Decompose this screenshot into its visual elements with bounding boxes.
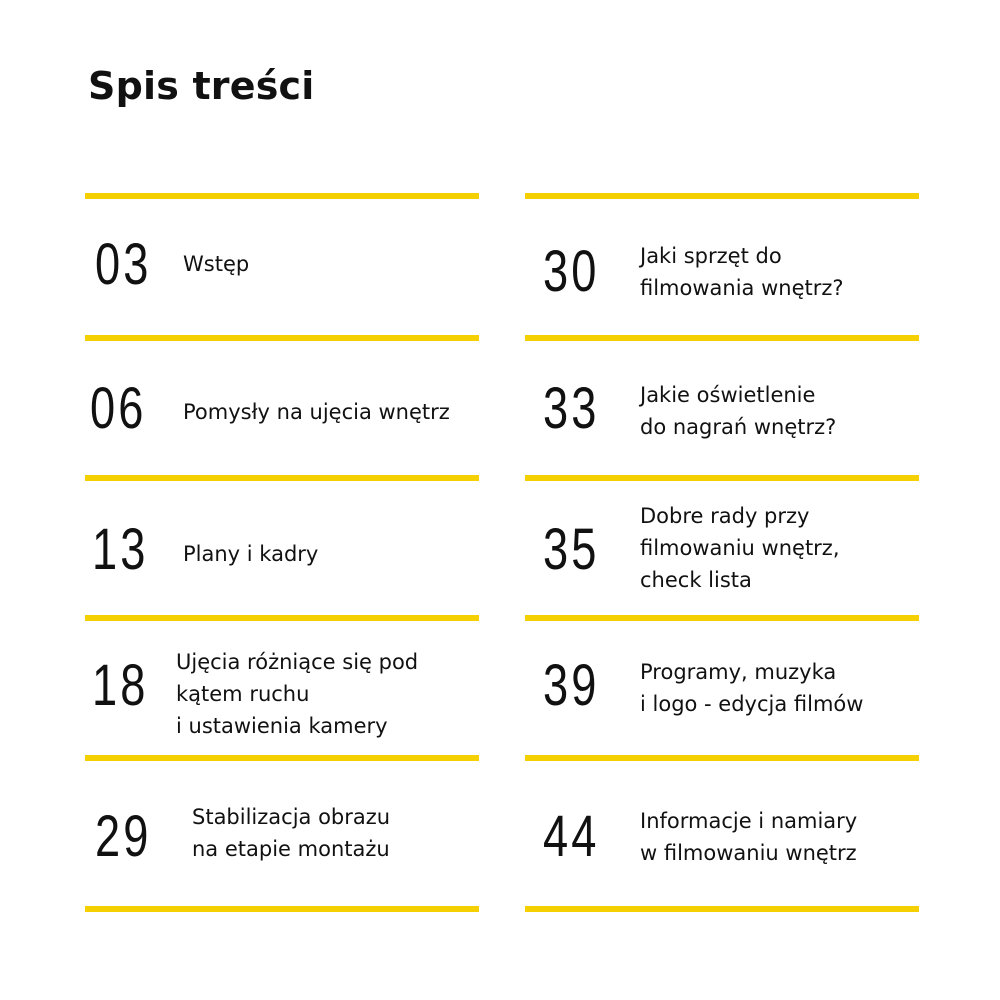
toc-page-number: 33 (543, 376, 600, 441)
divider-rule (85, 906, 479, 912)
toc-page-number: 18 (92, 653, 149, 718)
toc-page-number: 44 (543, 804, 600, 869)
toc-entry-label[interactable]: Programy, muzyka i logo - edycja filmów (640, 660, 864, 716)
divider-rule (525, 615, 919, 621)
toc-page-number: 06 (90, 376, 147, 441)
divider-rule (85, 475, 479, 481)
toc-page-number: 03 (95, 232, 152, 297)
toc-entry-label[interactable]: Wstęp (183, 252, 250, 276)
divider-rule (525, 755, 919, 761)
divider-rule (525, 906, 919, 912)
divider-rule (85, 335, 479, 341)
toc-entry-label[interactable]: Jaki sprzęt do filmowania wnętrz? (640, 244, 844, 300)
divider-rule (525, 475, 919, 481)
toc-page-number: 35 (543, 517, 600, 582)
toc-entry-label[interactable]: Jakie oświetlenie do nagrań wnętrz? (640, 383, 837, 439)
divider-rule (525, 335, 919, 341)
toc-page-number: 30 (543, 239, 600, 304)
divider-rule (85, 615, 479, 621)
toc-entry-label[interactable]: Pomysły na ujęcia wnętrz (183, 400, 450, 424)
toc-page-number: 13 (92, 517, 149, 582)
toc-entry-label[interactable]: Ujęcia różniące się pod kątem ruchu i ustawienia kamery (176, 650, 419, 738)
toc-entry-label[interactable]: Stabilizacja obrazu na etapie montażu (192, 805, 391, 861)
divider-rule (85, 193, 479, 199)
toc-entry-label[interactable]: Plany i kadry (183, 542, 319, 566)
toc-page-number: 29 (95, 804, 152, 869)
page-title: Spis treści (88, 64, 315, 108)
divider-rule (525, 193, 919, 199)
divider-rule (85, 755, 479, 761)
toc-page-number: 39 (543, 653, 600, 718)
toc-entry-label[interactable]: Informacje i namiary w filmowaniu wnętrz (640, 809, 858, 865)
toc-entry-label[interactable]: Dobre rady przy filmowaniu wnętrz, check lista (640, 504, 840, 592)
